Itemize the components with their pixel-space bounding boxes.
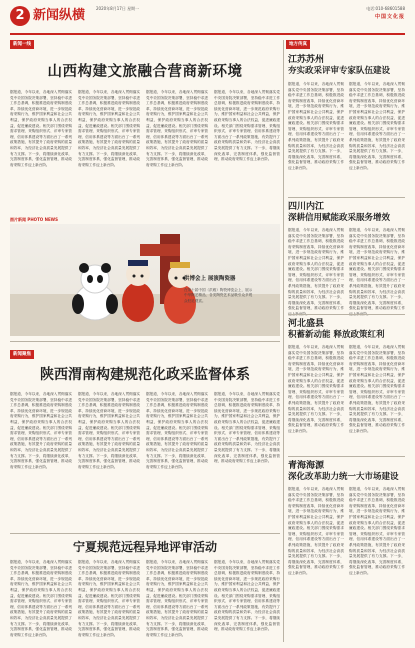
- headline-third: 宁夏规范远程异地评审活动: [72, 540, 217, 554]
- right-article4-place: 青海海源: [288, 461, 325, 471]
- right-article2-subtitle: 深耕信用赋能政采服务增效: [288, 213, 391, 223]
- article-body-col3: 据报道，今年以来，各地深入贯彻落实党中央国务院决策部署，坚持稳中求进工作总基调，积极推进政府采购制度改革，持续优化营商环境，进一步规范政府采购行为，维护国家利益和社会公共利益，保护政府采购当事人的合法权益，促进廉政建设。相关部门围绕采购需求管理、采购组织形式、评审专家管理、信用体系建设等方面出台了一系列政策措施，有效提升了政府采购的质量和效率，为经济社会高质量发展提供了有力支撑。下一步，将继续深化改革，完善制度体系，强化监督管理，推动政府采购工作迈上新台阶。: [146, 90, 208, 167]
- right-article3-title: [288, 319, 405, 341]
- right-article3-subtitle: 积蓄新动能 释放政策红利: [288, 330, 385, 340]
- right-article2-title: [288, 202, 405, 224]
- article2-col4: 据报道，今年以来，各地深入贯彻落实党中央国务院决策部署，坚持稳中求进工作总基调，积极推进政府采购制度改革，持续优化营商环境，进一步规范政府采购行为，维护国家利益和社会公共利益，保护政府采购当事人的合法权益，促进廉政建设。相关部门围绕采购需求管理、采购组织形式、评审专家管理、信用体系建设等方面出台了一系列政策措施，有效提升了政府采购的质量和效率，为经济社会高质量发展提供了有力支撑。下一步，将继续深化改革，完善制度体系，强化监督管理，推动政府采购工作迈上新台阶。: [214, 392, 280, 464]
- section-tag-mid: 新闻聚焦: [10, 350, 34, 359]
- article-body-col4: 据报道，今年以来，各地深入贯彻落实党中央国务院决策部署，坚持稳中求进工作总基调，积极推进政府采购制度改革，持续优化营商环境，进一步规范政府采购行为，维护国家利益和社会公共利益，保护政府采购当事人的合法权益，促进廉政建设。相关部门围绕采购需求管理、采购组织形式、评审专家管理、信用体系建设等方面出台了一系列政策措施，有效提升了政府采购的质量和效率，为经济社会高质量发展提供了有力支撑。下一步，将继续深化改革，完善制度体系，强化监督管理，推动政府采购工作迈上新台阶。: [214, 90, 280, 162]
- article3-col4: 据报道，今年以来，各地深入贯彻落实党中央国务院决策部署，坚持稳中求进工作总基调，积极推进政府采购制度改革，持续优化营商环境，进一步规范政府采购行为，维护国家利益和社会公共利益，保护政府采购当事人的合法权益，促进廉政建设。相关部门围绕采购需求管理、采购组织形式、评审专家管理、信用体系建设等方面出台了一系列政策措施，有效提升了政府采购的质量和效率，为经济社会高质量发展提供了有力支撑。下一步，将继续深化改革，完善制度体系，强化监督管理，推动政府采购工作迈上新台阶。: [214, 560, 280, 632]
- section-tag-top: 新闻一线: [10, 40, 34, 49]
- photo-caption-text: 在第十届中国（洪雅）陶瓷博览会上，展示中华陶艺精品，各类陶瓷艺术品吸引众多观众驻足观赏。: [184, 288, 253, 303]
- page-title: 新闻纵横: [33, 8, 86, 23]
- photo-caption-title: 洪博会上 展演陶瓷器: [184, 276, 236, 282]
- newspaper-logo: 中国文化报: [374, 14, 405, 20]
- news-photo: [10, 224, 280, 336]
- article2-col3: 据报道，今年以来，各地深入贯彻落实党中央国务院决策部署，坚持稳中求进工作总基调，积极推进政府采购制度改革，持续优化营商环境，进一步规范政府采购行为，维护国家利益和社会公共利益，保护政府采购当事人的合法权益，促进廉政建设。相关部门围绕采购需求管理、采购组织形式、评审专家管理、信用体系建设等方面出台了一系列政策措施，有效提升了政府采购的质量和效率，为经济社会高质量发展提供了有力支撑。下一步，将继续深化改革，完善制度体系，强化监督管理，推动政府采购工作迈上新台阶。: [146, 392, 208, 469]
- article3-col2: 据报道，今年以来，各地深入贯彻落实党中央国务院决策部署，坚持稳中求进工作总基调，积极推进政府采购制度改革，持续优化营商环境，进一步规范政府采购行为，维护国家利益和社会公共利益，保护政府采购当事人的合法权益，促进廉政建设。相关部门围绕采购需求管理、采购组织形式、评审专家管理、信用体系建设等方面出台了一系列政策措施，有效提升了政府采购的质量和效率，为经济社会高质量发展提供了有力支撑。下一步，将继续深化改革，完善制度体系，强化监督管理，推动政府采购工作迈上新台阶。: [78, 560, 140, 637]
- page-header: [0, 0, 415, 38]
- right-article1-title: [288, 55, 405, 77]
- right-article1-place: 江苏苏州: [288, 55, 325, 65]
- article3-col3: 据报道，今年以来，各地深入贯彻落实党中央国务院决策部署，坚持稳中求进工作总基调，积极推进政府采购制度改革，持续优化营商环境，进一步规范政府采购行为，维护国家利益和社会公共利益，保护政府采购当事人的合法权益，促进廉政建设。相关部门围绕采购需求管理、采购组织形式、评审专家管理、信用体系建设等方面出台了一系列政策措施，有效提升了政府采购的质量和效率，为经济社会高质量发展提供了有力支撑。下一步，将继续深化改革，完善制度体系，强化监督管理，推动政府采购工作迈上新台阶。: [146, 560, 208, 637]
- right-article2-col2: 据报道，今年以来，各地深入贯彻落实党中央国务院决策部署，坚持稳中求进工作总基调，积极推进政府采购制度改革，持续优化营商环境，进一步规范政府采购行为，维护国家利益和社会公共利益，保护政府采购当事人的合法权益，促进廉政建设。相关部门围绕采购需求管理、采购组织形式、评审专家管理、信用体系建设等方面出台了一系列政策措施，有效提升了政府采购的质量和效率，为经济社会高质量发展提供了有力支撑。下一步，将继续深化改革，完善制度体系，强化监督管理，推动政府采购工作: [349, 228, 405, 311]
- right-article3-col2: 据报道，今年以来，各地深入贯彻落实党中央国务院决策部署，坚持稳中求进工作总基调，积极推进政府采购制度改革，持续优化营商环境，进一步规范政府采购行为，维护国家利益和社会公共利益，保护政府采购当事人的合法权益，促进廉政建设。相关部门围绕采购需求管理、采购组织形式、评审专家管理、信用体系建设等方面出台了一系列政策措施，有效提升了政府采购的质量和效率，为经济社会高质量发展提供了有力支撑。下一步，将继续深化改革，完善制度体系，强化监督管理，推动政府采购工作迈上新台阶。: [349, 345, 405, 433]
- right-article4-subtitle: 深化改革助力统一大市场建设: [288, 472, 399, 482]
- right-article2-col1: 据报道，今年以来，各地深入贯彻落实党中央国务院决策部署，坚持稳中求进工作总基调，积极推进政府采购制度改革，持续优化营商环境，进一步规范政府采购行为，维护国家利益和社会公共利益，保护政府采购当事人的合法权益，促进廉政建设。相关部门围绕采购需求管理、采购组织形式、评审专家管理、信用体系建设等方面出台了一系列政策措施，有效提升了政府采购的质量和效率，为经济社会高质量发展提供了有力支撑。下一步，将继续深化改革，完善制度体系，强化监督管理，推动政府采购工作: [288, 228, 344, 311]
- right-divider-2: [288, 314, 405, 315]
- divider-lower: [10, 533, 280, 534]
- right-article2-place: 四川内江: [288, 202, 325, 212]
- article-body-col1: 据报道，今年以来，各地深入贯彻落实党中央国务院决策部署，坚持稳中求进工作总基调，积极推进政府采购制度改革，持续优化营商环境，进一步规范政府采购行为，维护国家利益和社会公共利益，保护政府采购当事人的合法权益，促进廉政建设。相关部门围绕采购需求管理、采购组织形式、评审专家管理、信用体系建设等方面出台了一系列政策措施，有效提升了政府采购的质量和效率，为经济社会高质量发展提供了有力支撑。下一步，将继续深化改革，完善制度体系，强化监督管理，推动政府采购工作迈上新台阶。: [10, 90, 72, 167]
- header-divider: [10, 33, 405, 35]
- contact-line: 电话:010-68601588: [366, 6, 405, 11]
- right-article1-subtitle: 夯实政采评审专家队伍建设: [288, 66, 391, 76]
- right-divider-1: [288, 197, 405, 198]
- right-article3-col1: 据报道，今年以来，各地深入贯彻落实党中央国务院决策部署，坚持稳中求进工作总基调，积极推进政府采购制度改革，持续优化营商环境，进一步规范政府采购行为，维护国家利益和社会公共利益，保护政府采购当事人的合法权益，促进廉政建设。相关部门围绕采购需求管理、采购组织形式、评审专家管理、信用体系建设等方面出台了一系列政策措施，有效提升了政府采购的质量和效率，为经济社会高质量发展提供了有力支撑。下一步，将继续深化改革，完善制度体系，强化监督管理，推动政府采购工作迈上新台阶。: [288, 345, 344, 433]
- article3-col1: 据报道，今年以来，各地深入贯彻落实党中央国务院决策部署，坚持稳中求进工作总基调，积极推进政府采购制度改革，持续优化营商环境，进一步规范政府采购行为，维护国家利益和社会公共利益，保护政府采购当事人的合法权益，促进廉政建设。相关部门围绕采购需求管理、采购组织形式、评审专家管理、信用体系建设等方面出台了一系列政策措施，有效提升了政府采购的质量和效率，为经济社会高质量发展提供了有力支撑。下一步，将继续深化改革，完善制度体系，强化监督管理，推动政府采购工作迈上新台阶。: [10, 560, 72, 637]
- right-article1-col2: 据报道，今年以来，各地深入贯彻落实党中央国务院决策部署，坚持稳中求进工作总基调，积极推进政府采购制度改革，持续优化营商环境，进一步规范政府采购行为，维护国家利益和社会公共利益，保护政府采购当事人的合法权益，促进廉政建设。相关部门围绕采购需求管理、采购组织形式、评审专家管理、信用体系建设等方面出台了一系列政策措施，有效提升了政府采购的质量和效率，为经济社会高质量发展提供了有力支撑。下一步，将继续深化改革，完善制度体系，强化监督管理，推动政府采购工作迈上新台阶。: [349, 82, 405, 170]
- issue-date: 2020年8月17日 星期一: [96, 6, 140, 11]
- page-number-badge: 2: [10, 6, 30, 26]
- right-article4-col1: 据报道，今年以来，各地深入贯彻落实党中央国务院决策部署，坚持稳中求进工作总基调，积极推进政府采购制度改革，持续优化营商环境，进一步规范政府采购行为，维护国家利益和社会公共利益，保护政府采购当事人的合法权益，促进廉政建设。相关部门围绕采购需求管理、采购组织形式、评审专家管理、信用体系建设等方面出台了一系列政策措施，有效提升了政府采购的质量和效率，为经济社会高质量发展提供了有力支撑。下一步，将继续深化改革，完善制度体系，强化监督管理，推动政府采购工作迈上新台阶。: [288, 487, 344, 575]
- article2-col2: 据报道，今年以来，各地深入贯彻落实党中央国务院决策部署，坚持稳中求进工作总基调，积极推进政府采购制度改革，持续优化营商环境，进一步规范政府采购行为，维护国家利益和社会公共利益，保护政府采购当事人的合法权益，促进廉政建设。相关部门围绕采购需求管理、采购组织形式、评审专家管理、信用体系建设等方面出台了一系列政策措施，有效提升了政府采购的质量和效率，为经济社会高质量发展提供了有力支撑。下一步，将继续深化改革，完善制度体系，强化监督管理，推动政府采购工作迈上新台阶。: [78, 392, 140, 469]
- photo-news-label: 图片新闻 PHOTO NEWS: [10, 217, 58, 222]
- column-divider: [283, 40, 284, 642]
- right-article3-place: 河北盛县: [288, 319, 325, 329]
- ceramics-photo: [10, 224, 280, 336]
- divider-mid: [10, 341, 280, 342]
- right-article1-col1: 据报道，今年以来，各地深入贯彻落实党中央国务院决策部署，坚持稳中求进工作总基调，积极推进政府采购制度改革，持续优化营商环境，进一步规范政府采购行为，维护国家利益和社会公共利益，保护政府采购当事人的合法权益，促进廉政建设。相关部门围绕采购需求管理、采购组织形式、评审专家管理、信用体系建设等方面出台了一系列政策措施，有效提升了政府采购的质量和效率，为经济社会高质量发展提供了有力支撑。下一步，将继续深化改革，完善制度体系，强化监督管理，推动政府采购工作迈上新台阶。: [288, 82, 344, 170]
- article2-col1: 据报道，今年以来，各地深入贯彻落实党中央国务院决策部署，坚持稳中求进工作总基调，积极推进政府采购制度改革，持续优化营商环境，进一步规范政府采购行为，维护国家利益和社会公共利益，保护政府采购当事人的合法权益，促进廉政建设。相关部门围绕采购需求管理、采购组织形式、评审专家管理、信用体系建设等方面出台了一系列政策措施，有效提升了政府采购的质量和效率，为经济社会高质量发展提供了有力支撑。下一步，将继续深化改革，完善制度体系，强化监督管理，推动政府采购工作迈上新台阶。: [10, 392, 72, 469]
- right-article4-title: [288, 461, 405, 483]
- section-tag-right: 地方传真: [286, 40, 310, 49]
- right-article4-col2: 据报道，今年以来，各地深入贯彻落实党中央国务院决策部署，坚持稳中求进工作总基调，积极推进政府采购制度改革，持续优化营商环境，进一步规范政府采购行为，维护国家利益和社会公共利益，保护政府采购当事人的合法权益，促进廉政建设。相关部门围绕采购需求管理、采购组织形式、评审专家管理、信用体系建设等方面出台了一系列政策措施，有效提升了政府采购的质量和效率，为经济社会高质量发展提供了有力支撑。下一步，将继续深化改革，完善制度体系，强化监督管理，推动政府采购工作迈上新台阶。: [349, 487, 405, 575]
- headline-main: 山西构建文旅融合营商新环境: [47, 63, 243, 80]
- article-body-col2: 据报道，今年以来，各地深入贯彻落实党中央国务院决策部署，坚持稳中求进工作总基调，积极推进政府采购制度改革，持续优化营商环境，进一步规范政府采购行为，维护国家利益和社会公共利益，保护政府采购当事人的合法权益，促进廉政建设。相关部门围绕采购需求管理、采购组织形式、评审专家管理、信用体系建设等方面出台了一系列政策措施，有效提升了政府采购的质量和效率，为经济社会高质量发展提供了有力支撑。下一步，将继续深化改革，完善制度体系，强化监督管理，推动政府采购工作迈上新台阶。: [78, 90, 140, 167]
- right-divider-3: [288, 456, 405, 457]
- headline-second: 陕西渭南构建规范化政采监督体系: [40, 367, 250, 383]
